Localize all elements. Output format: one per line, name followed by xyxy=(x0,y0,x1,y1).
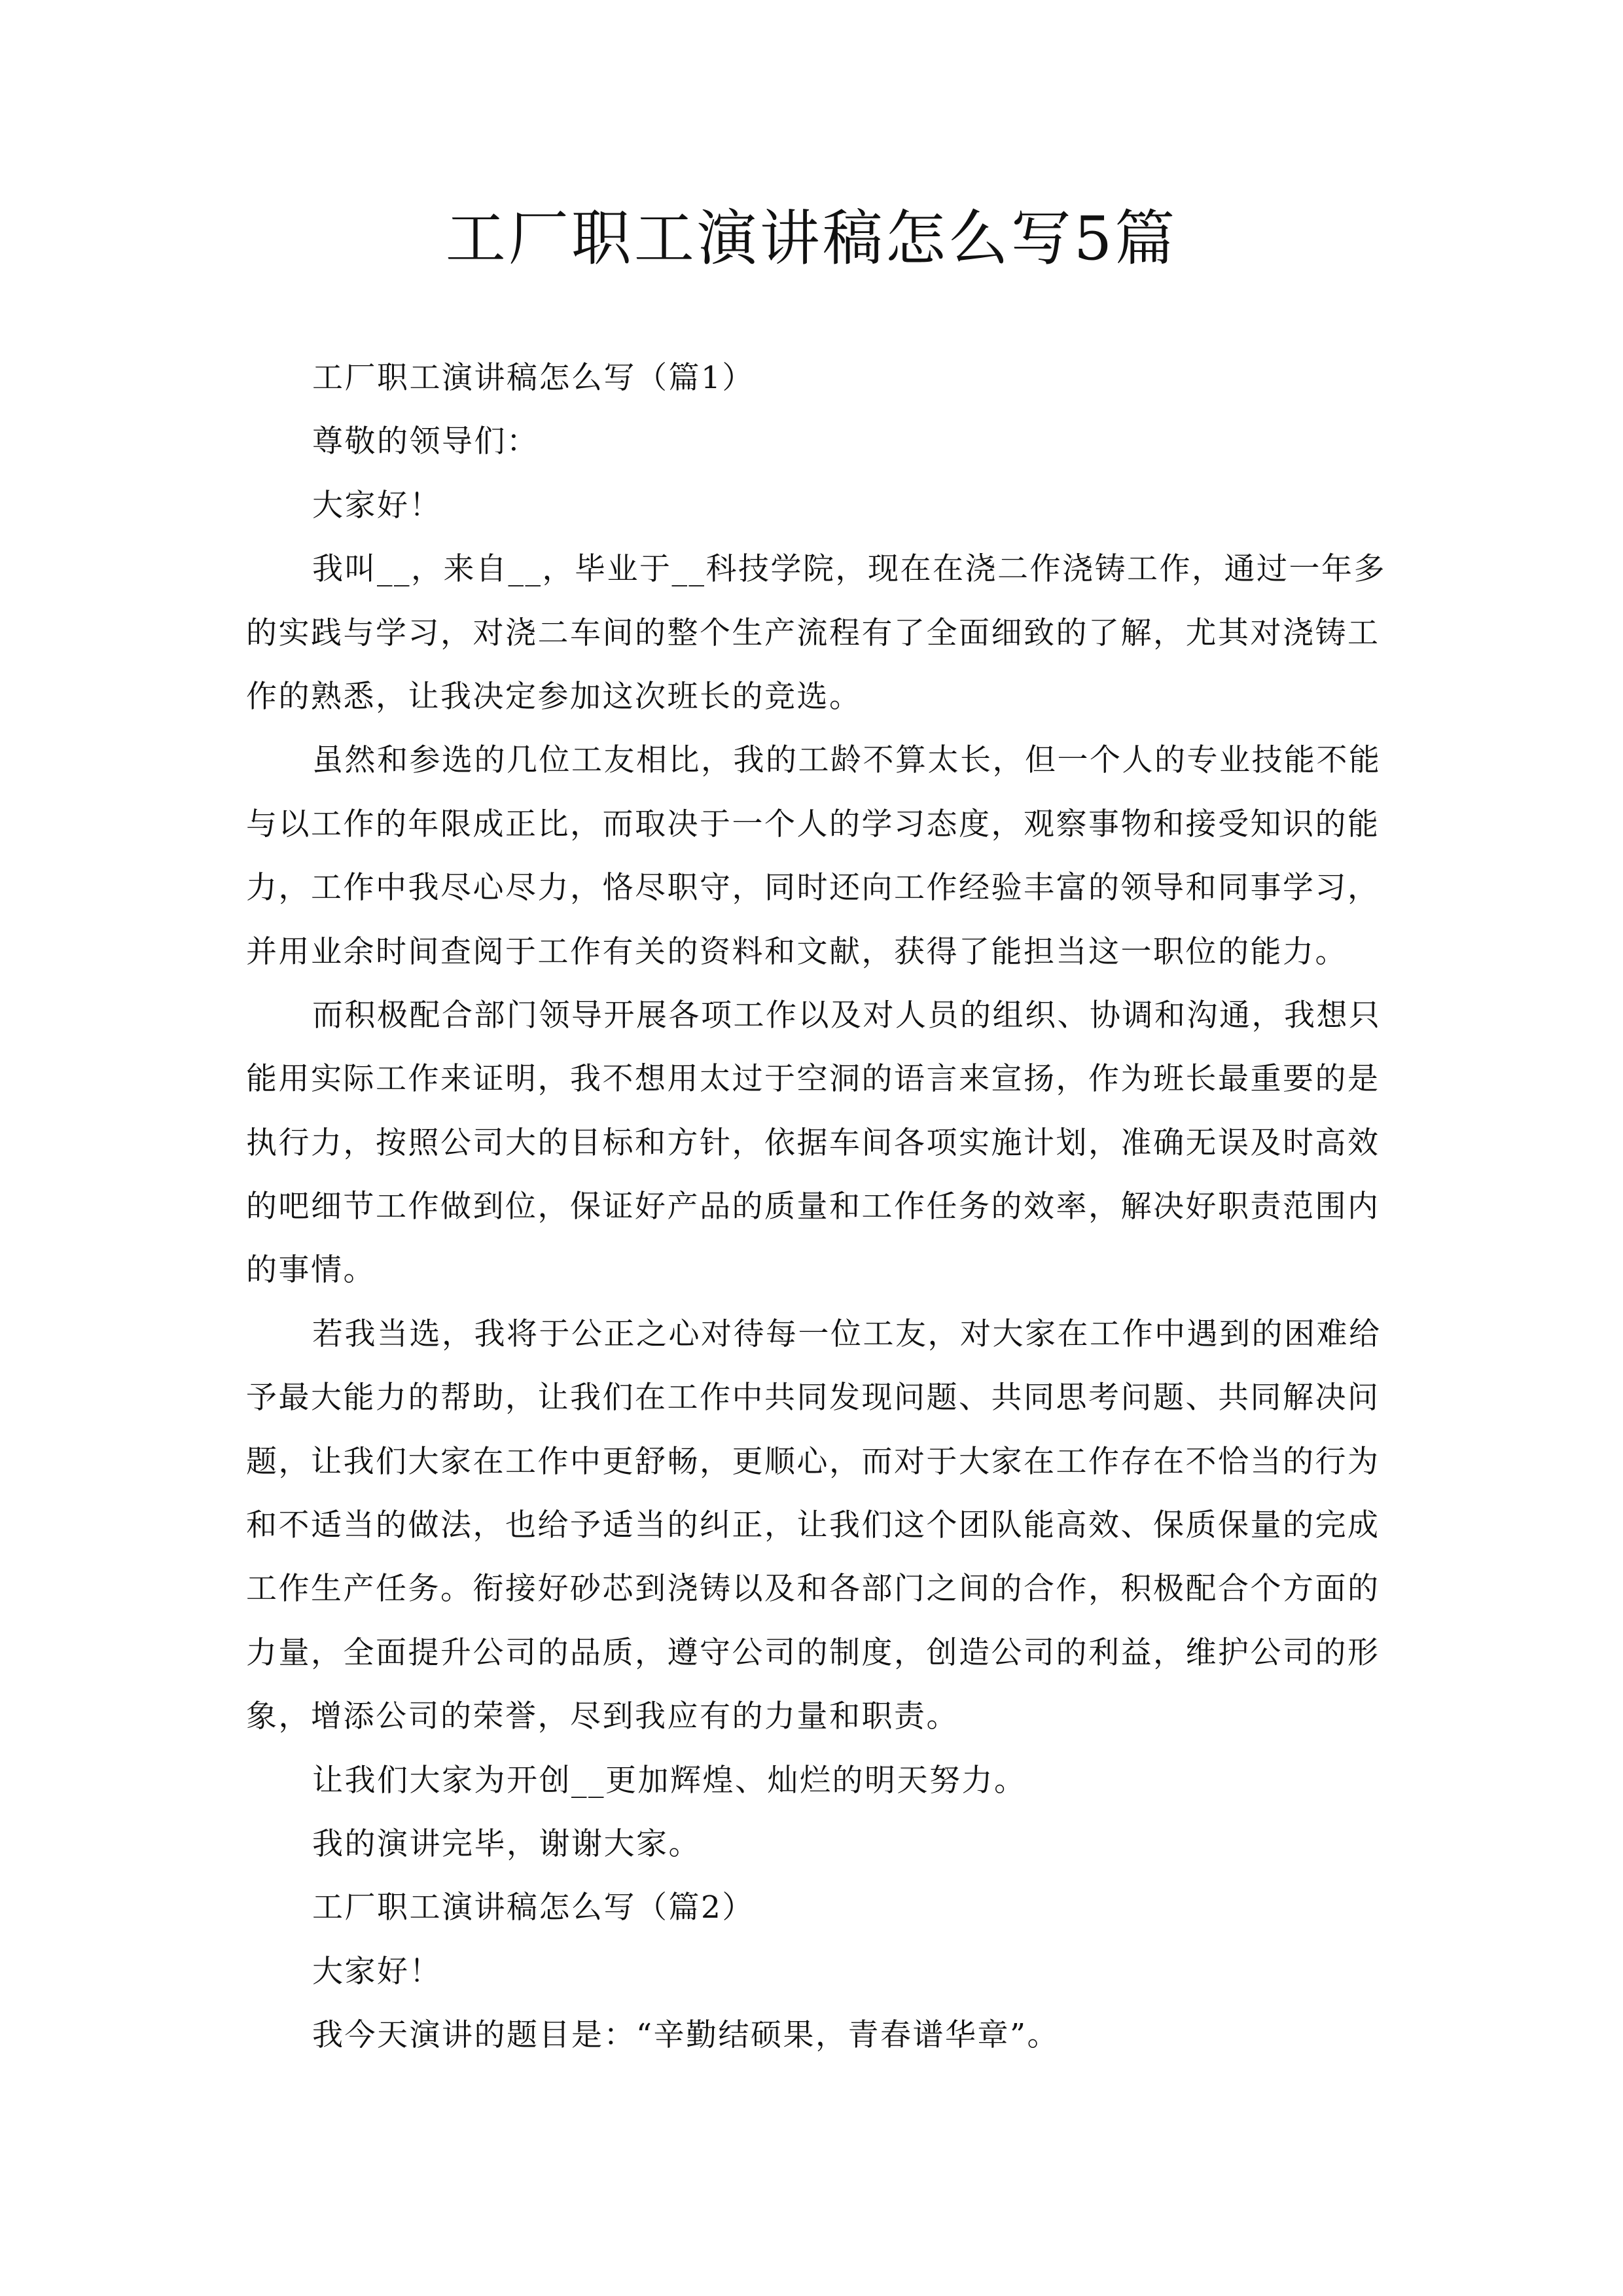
document-title: 工厂职工演讲稿怎么写5篇 xyxy=(445,204,1178,274)
text-line: 虽然和参选的几位工友相比，我的工龄不算太长，但一个人的专业技能不能 xyxy=(312,742,1382,779)
text-line: 的事情。 xyxy=(246,1252,376,1289)
paragraph xyxy=(246,1302,1398,1749)
text-line: 予最大能力的帮助，让我们在工作中共同发现问题、共同思考问题、共同解决问 xyxy=(246,1380,1380,1416)
text-line: 工作生产任务。衔接好砂芯到浇铸以及和各部门之间的合作，积极配合个方面的 xyxy=(246,1571,1380,1607)
text-line: 尊敬的领导们： xyxy=(312,423,539,460)
paragraph xyxy=(246,1749,1398,1812)
text-line: 大家好！ xyxy=(312,1953,442,1990)
paragraph xyxy=(246,346,1398,410)
text-line: 若我当选，我将于公正之心对待每一位工友，对大家在工作中遇到的困难给 xyxy=(312,1316,1382,1352)
paragraph xyxy=(246,2003,1398,2067)
text-line: 题，让我们大家在工作中更舒畅，更顺心，而对于大家在工作存在不恰当的行为 xyxy=(246,1443,1380,1480)
text-line: 作的熟悉，让我决定参加这次班长的竞选。 xyxy=(246,678,862,715)
text-line: 并用业余时间查阅于工作有关的资料和文献，获得了能担当这一职位的能力。 xyxy=(246,933,1347,970)
text-line: 我的演讲完毕，谢谢大家。 xyxy=(312,1825,701,1862)
text-line: 的吧细节工作做到位，保证好产品的质量和工作任务的效率，解决好职责范围内 xyxy=(246,1189,1380,1225)
text-line: 大家好！ xyxy=(312,487,442,524)
text-line: 象，增添公司的荣誉，尽到我应有的力量和职责。 xyxy=(246,1698,959,1735)
text-line: 与以工作的年限成正比，而取决于一个人的学习态度，观察事物和接受知识的能 xyxy=(246,806,1380,842)
paragraph xyxy=(246,1812,1398,1876)
document-body xyxy=(246,346,1398,2068)
text-line: 我叫__，来自__，毕业于__科技学院，现在在浇二作浇铸工作，通过一年多 xyxy=(312,551,1386,588)
paragraph xyxy=(246,728,1398,984)
paragraph xyxy=(246,474,1398,537)
paragraph xyxy=(246,1876,1398,1939)
text-line: 力，工作中我尽心尽力，恪尽职守，同时还向工作经验丰富的领导和同事学习， xyxy=(246,870,1380,906)
text-line: 让我们大家为开创__更加辉煌、灿烂的明天努力。 xyxy=(312,1762,1027,1799)
text-line: 能用实际工作来证明，我不想用太过于空洞的语言来宣扬，作为班长最重要的是 xyxy=(246,1061,1380,1098)
paragraph xyxy=(246,984,1398,1302)
paragraph xyxy=(246,410,1398,473)
text-line: 力量，全面提升公司的品质，遵守公司的制度，创造公司的利益，维护公司的形 xyxy=(246,1634,1380,1671)
text-line: 工厂职工演讲稿怎么写（篇2） xyxy=(312,1890,755,1926)
text-line: 执行力，按照公司大的目标和方针，依据车间各项实施计划，准确无误及时高效 xyxy=(246,1124,1380,1161)
paragraph xyxy=(246,1940,1398,2003)
text-line: 而积极配合部门领导开展各项工作以及对人员的组织、协调和沟通，我想只 xyxy=(312,997,1382,1033)
paragraph xyxy=(246,537,1398,728)
text-line: 和不适当的做法，也给予适当的纠正，让我们这个团队能高效、保质保量的完成 xyxy=(246,1507,1380,1544)
text-line: 我今天演讲的题目是：“辛勤结硕果，青春谱华章”。 xyxy=(312,2017,1060,2054)
text-line: 工厂职工演讲稿怎么写（篇1） xyxy=(312,360,755,396)
text-line: 的实践与学习，对浇二车间的整个生产流程有了全面细致的了解，尤其对浇铸工 xyxy=(246,615,1380,651)
